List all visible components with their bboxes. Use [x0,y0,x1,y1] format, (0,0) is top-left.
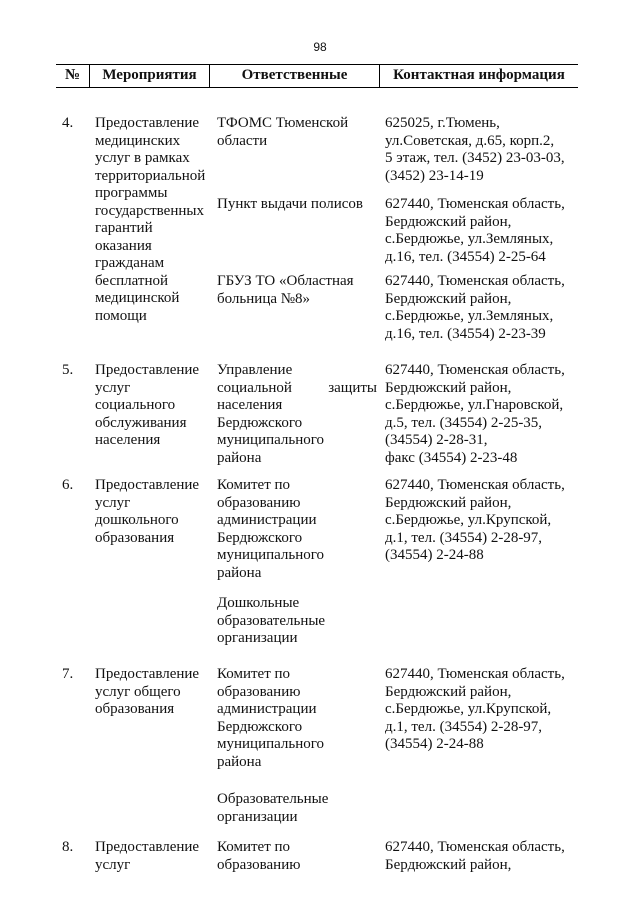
contact-text-line: ул.Советская, д.65, корп.2, [385,132,555,149]
page-number: 98 [313,40,327,54]
header-responsible: Ответственные [209,65,379,87]
responsible-text-line: Комитет по [217,477,291,493]
contact-entry [385,839,565,874]
responsible-text-line: Бердюжского [217,529,303,546]
contact-text-line: 627440, Тюменская область, [385,273,565,289]
contact-cell [379,477,578,565]
table-row [56,477,578,648]
event-text-line: обслуживания [95,414,187,431]
contact-text-line: с.Бердюжье, ул.Гнаровской, [385,397,564,413]
contact-text-line: 5 этаж, тел. (3452) 23-03-03, [385,150,565,166]
contact-text-line: с.Бердюжье, ул.Крупской, [385,701,552,717]
responsible-text-line: Дошкольные [217,595,300,611]
contact-text-line: д.1, тел. (34554) 2-28-97, [385,529,543,546]
responsible-entry [217,839,377,874]
responsible-text-line: организации [217,808,298,825]
event-text-line: Предоставление [95,839,200,855]
contact-entry [385,666,565,754]
row-number: 4. [62,115,74,131]
event-text-line: образования [95,529,175,546]
contact-text-line: 627440, Тюменская область, [385,477,565,493]
contact-cell [379,115,578,343]
responsible-text-line: Пункт выдачи полисов [217,196,364,212]
responsible-entry [217,362,377,467]
contact-entry [385,362,565,467]
event-text-line: населения [95,432,161,448]
responsible-text-line: Управление [217,362,293,378]
event-text-line: услуг [95,494,131,511]
responsible-text-line: муниципального [217,547,325,563]
contact-text-line: д.16, тел. (34554) 2-23-39 [385,325,546,342]
event-cell [89,666,209,719]
event-text-line: Предоставление [95,115,200,131]
responsible-text-line: ГБУЗ ТО «Областная [217,273,354,289]
responsible-text-line: образованию [217,683,301,700]
responsible-text-line: образованию [217,856,301,873]
event-cell [89,115,209,325]
responsible-text-line: больница №8» [217,290,311,307]
responsible-text-line: населения [217,397,283,413]
responsible-cell [209,115,379,308]
responsible-entry [217,595,377,648]
contact-text-line: 627440, Тюменская область, [385,196,565,212]
responsible-text-line: администрации [217,701,317,717]
event-cell [89,839,209,874]
responsible-text-line: Бердюжского [217,414,303,431]
table-header-row [56,64,578,88]
event-text-line: гражданам [95,255,165,271]
header-number: № [64,67,81,84]
responsible-text-line: образовательные [217,612,326,629]
contact-text-line: (34554) 2-28-31, [385,432,488,448]
event-text-line: гарантий [95,220,153,236]
responsible-text-line: района [217,564,262,581]
responsible-text-line: района [217,753,262,770]
contact-entry [385,273,565,343]
contact-entry [385,477,565,565]
responsible-cell [209,477,379,648]
event-text-line: Предоставление [95,477,200,493]
contact-text-line: факс (34554) 2-23-48 [385,449,518,466]
contact-text-line: Бердюжский район, [385,856,512,873]
responsible-text-line: образованию [217,494,301,511]
event-text-line: бесплатной [95,272,169,289]
event-text-line: образования [95,701,175,717]
responsible-entry [217,273,377,308]
header-contacts: Контактная информация [379,65,578,87]
contact-text-line: (34554) 2-24-88 [385,547,484,563]
responsible-entry [217,666,377,771]
event-text-line: социального [95,397,176,413]
event-text-line: помощи [95,307,147,324]
responsible-text-line: администрации [217,512,317,528]
responsible-cell [209,839,379,874]
contact-text-line: Бердюжский район, [385,683,512,700]
contact-text-line: (34554) 2-24-88 [385,736,484,752]
event-text-line: дошкольного [95,512,179,528]
responsible-text-line: района [217,449,262,466]
event-text-line: услуг общего [95,683,181,700]
event-text-line: медицинских [95,132,181,149]
contact-text-line: с.Бердюжье, ул.Земляных, [385,308,554,324]
contact-text-line: с.Бердюжье, ул.Земляных, [385,231,554,247]
responsible-text-line: ТФОМС Тюменской [217,115,349,131]
responsible-text-line: Образовательные [217,791,329,807]
event-text-line: услуг в рамках [95,150,190,166]
responsible-text-line: социальной защиты [217,379,377,396]
event-text-line: государственных [95,202,204,219]
responsible-entry [217,196,377,214]
table-row [56,115,578,343]
table-row [56,666,578,826]
contact-text-line: 627440, Тюменская область, [385,839,565,855]
contact-text-line: (3452) 23-14-19 [385,167,484,184]
responsible-entry [217,791,377,826]
event-text-line: территориальной [95,167,206,184]
event-cell [89,477,209,547]
responsible-text-line: муниципального [217,432,325,448]
event-text-line: оказания [95,237,152,254]
contact-text-line: Бердюжский район, [385,379,512,396]
event-text-line: Предоставление [95,666,200,682]
contact-text-line: д.16, тел. (34554) 2-25-64 [385,248,546,265]
row-number: 7. [62,666,74,682]
contact-text-line: д.1, тел. (34554) 2-28-97, [385,718,543,735]
header-events: Мероприятия [89,65,209,87]
responsible-text-line: Комитет по [217,839,291,855]
contact-entry [385,196,565,266]
responsible-cell [209,666,379,826]
table-row [56,362,578,467]
contact-text-line: 627440, Тюменская область, [385,666,565,682]
event-text-line: программы [95,185,168,201]
responsible-text-line: организации [217,630,298,646]
event-text-line: услуг [95,379,131,396]
row-number: 5. [62,362,74,378]
event-text-line: услуг [95,856,131,873]
responsible-text-line: Бердюжского [217,718,303,735]
contact-text-line: д.5, тел. (34554) 2-25-35, [385,414,543,431]
contact-text-line: Бердюжский район, [385,290,512,307]
event-text-line: медицинской [95,290,180,306]
contact-cell [379,839,578,874]
contact-entry [385,115,565,185]
services-table [56,64,578,873]
responsible-entry [217,477,377,582]
event-cell [89,362,209,450]
contact-cell [379,362,578,467]
responsible-text-line: Комитет по [217,666,291,682]
responsible-entry [217,115,377,150]
contact-cell [379,666,578,754]
contact-text-line: 627440, Тюменская область, [385,362,565,378]
row-number: 6. [62,477,74,493]
responsible-text-line: муниципального [217,736,325,752]
responsible-text-line: области [217,132,268,149]
contact-text-line: Бердюжский район, [385,494,512,511]
responsible-cell [209,362,379,467]
table-row [56,839,578,874]
contact-text-line: с.Бердюжье, ул.Крупской, [385,512,552,528]
event-text-line: Предоставление [95,362,200,378]
row-number: 8. [62,839,74,855]
contact-text-line: Бердюжский район, [385,213,512,230]
contact-text-line: 625025, г.Тюмень, [385,115,500,131]
